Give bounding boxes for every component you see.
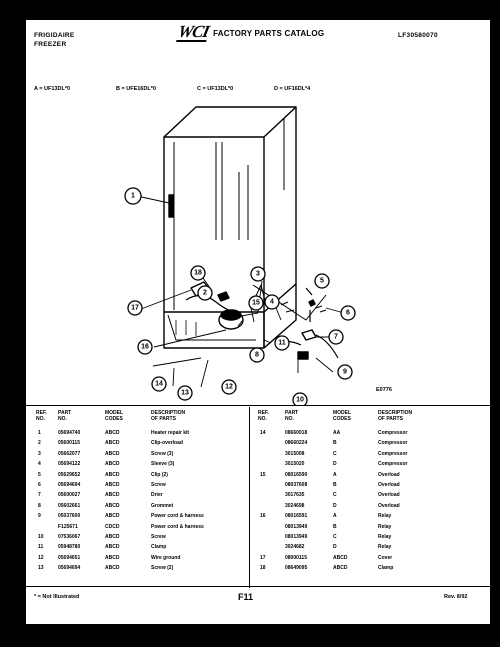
description-cell: Screw — [151, 534, 166, 540]
model-codes-cell: D — [333, 502, 337, 509]
callout-11 — [275, 336, 289, 350]
ref-cell: 15 — [260, 471, 266, 478]
svg-text:16: 16 — [141, 343, 149, 351]
page-number: F11 — [238, 592, 254, 602]
part-number-cell: 05694122 — [58, 461, 81, 468]
description-cell: Grommet — [151, 502, 174, 509]
parts-table-right — [252, 430, 490, 580]
part-number-cell: 08013949 — [285, 523, 308, 530]
ref-cell: 5 — [38, 471, 41, 478]
model-codes-cell: B — [333, 523, 337, 530]
ref-cell: 16 — [260, 513, 266, 520]
part-number-cell: 08037608 — [285, 482, 308, 488]
ref-cell: 17 — [260, 554, 266, 561]
model-d: D = UF16DL*4 — [274, 86, 311, 92]
callout-8 — [250, 348, 264, 362]
description-cell: Sleeve (3) — [151, 461, 175, 468]
callout-18 — [191, 266, 205, 280]
ref-cell: 8 — [38, 502, 41, 509]
model-codes-cell: CDCD — [105, 523, 120, 530]
model-codes-cell: ABCD — [105, 534, 120, 540]
callout-2 — [198, 286, 212, 300]
model-codes-cell: D — [333, 461, 337, 468]
svg-text:3: 3 — [256, 270, 260, 278]
svg-text:1: 1 — [131, 192, 135, 200]
description-cell: Compressor — [378, 440, 408, 447]
description-cell: Wire ground — [151, 554, 181, 561]
header-part-left: PART NO. — [58, 410, 72, 422]
callout-7 — [329, 330, 343, 344]
description-cell: Power cord & harness — [151, 523, 204, 530]
header-codes-left: MODEL CODES — [105, 410, 124, 422]
door-handle — [169, 195, 173, 217]
model-codes-cell: A — [333, 471, 337, 478]
part-number-cell: 05694694 — [58, 565, 81, 572]
ref-cell: 9 — [38, 513, 41, 520]
part-number-cell: 05694694 — [58, 482, 81, 488]
description-cell: Overload — [378, 502, 400, 509]
part-number-cell: 3017635 — [285, 492, 305, 499]
ref-cell: 4 — [38, 461, 41, 468]
model-a: A = UF13DL*0 — [34, 86, 71, 92]
table-column-divider — [249, 407, 250, 588]
header-ref-left: REF. NO. — [36, 410, 47, 422]
header-desc-right: DESCRIPTION OF PARTS — [378, 410, 413, 422]
part-number-cell: F125671 — [58, 523, 78, 530]
model-codes-cell: ABCD — [105, 492, 120, 499]
model-codes-cell: D — [333, 544, 337, 551]
description-cell: Compressor — [378, 430, 408, 436]
part-number-cell: 3015008 — [285, 450, 305, 457]
catalog-number: LF30580070 — [398, 32, 438, 39]
model-codes-cell: AA — [333, 430, 341, 436]
header-desc-left: DESCRIPTION OF PARTS — [151, 410, 186, 422]
callout-12 — [222, 380, 236, 394]
exploded-parts-diagram — [26, 90, 490, 405]
part-number-cell: 08000115 — [285, 554, 307, 561]
description-cell: Clamp — [378, 565, 394, 572]
svg-text:5: 5 — [320, 277, 324, 285]
model-codes-cell: ABCD — [105, 450, 120, 457]
model-codes-cell: ABCD — [105, 513, 120, 520]
ref-cell: 10 — [38, 534, 44, 540]
model-codes-cell: B — [333, 482, 337, 488]
description-cell: Screw (3) — [151, 450, 174, 457]
description-cell: Clip (2) — [151, 471, 168, 478]
callout-1 — [125, 188, 141, 204]
model-codes-cell: ABCD — [105, 565, 120, 572]
part-number-cell: 08016590 — [285, 471, 308, 478]
svg-text:7: 7 — [334, 333, 338, 341]
callout-6 — [341, 306, 355, 320]
part-number-cell: 05629652 — [58, 471, 81, 478]
description-cell: Clip-overload — [151, 440, 183, 447]
ref-cell: 1 — [38, 430, 41, 436]
callout-14 — [152, 377, 166, 391]
callout-5 — [315, 274, 329, 288]
description-cell: Relay — [378, 523, 392, 530]
part-number-cell: 05600115 — [58, 440, 80, 447]
model-codes-cell: A — [333, 513, 337, 520]
callout-10 — [293, 393, 307, 405]
description-cell: Clamp — [151, 544, 167, 551]
description-cell: Relay — [378, 534, 392, 540]
model-codes-cell: ABCD — [105, 544, 120, 551]
model-codes-cell: ABCD — [105, 461, 120, 468]
description-cell: Relay — [378, 513, 392, 520]
description-cell: Screw (2) — [151, 565, 174, 572]
svg-text:10: 10 — [296, 396, 304, 404]
part-number-cell: 08013949 — [285, 534, 308, 540]
part-number-cell: 05037600 — [58, 513, 81, 520]
svg-text:2: 2 — [203, 289, 207, 297]
ref-cell: 12 — [38, 554, 44, 561]
description-cell: Cover — [378, 554, 393, 561]
svg-text:11: 11 — [278, 339, 286, 347]
brand-name: FRIGIDAIRE — [34, 32, 75, 39]
description-cell: Drier — [151, 492, 163, 499]
header-ref-right: REF. NO. — [258, 410, 269, 422]
ref-cell: 13 — [38, 565, 44, 572]
callout-16 — [138, 340, 152, 354]
diagram-code: E0776 — [376, 387, 392, 393]
model-codes-cell: ABCD — [333, 554, 348, 561]
part-number-cell: 05694651 — [58, 554, 81, 561]
callout-4 — [265, 295, 279, 309]
part-number-cell: 05602661 — [58, 502, 81, 509]
wci-logo-mark: WCI — [176, 22, 211, 41]
callout-13 — [178, 386, 192, 400]
svg-text:14: 14 — [155, 380, 163, 388]
description-cell: Overload — [378, 492, 400, 499]
part-number-cell: 3024698 — [285, 502, 305, 509]
ref-cell: 3 — [38, 450, 41, 457]
header-part-right: PART NO. — [285, 410, 299, 422]
table-bottom-rule — [26, 586, 490, 587]
callout-17 — [128, 301, 142, 315]
part-number-cell: 05662077 — [58, 450, 81, 457]
description-cell: Compressor — [378, 450, 408, 457]
model-codes-cell: C — [333, 450, 337, 457]
svg-text:9: 9 — [343, 368, 347, 376]
description-cell: Compressor — [378, 461, 408, 468]
description-cell: Power cord & harness — [151, 513, 204, 520]
svg-text:13: 13 — [181, 389, 189, 397]
description-cell: Screw — [151, 482, 166, 488]
catalog-title: FACTORY PARTS CATALOG — [213, 28, 325, 38]
model-codes-cell: ABCD — [105, 502, 120, 509]
part-number-cell: 07536067 — [58, 534, 81, 540]
svg-text:4: 4 — [270, 298, 274, 306]
catalog-page — [26, 20, 490, 624]
model-codes-cell: C — [333, 492, 337, 499]
svg-text:6: 6 — [346, 309, 350, 317]
description-cell: Heater repair kit — [151, 430, 190, 436]
description-cell: Overload — [378, 482, 400, 488]
model-codes-cell: ABCD — [105, 554, 120, 561]
ref-cell: 2 — [38, 440, 41, 447]
callout-9 — [338, 365, 352, 379]
table-top-rule — [26, 405, 490, 406]
ref-cell: 18 — [260, 565, 266, 572]
model-codes-cell: ABCD — [105, 440, 120, 447]
ref-cell: 6 — [38, 482, 41, 488]
part-number-cell: 08660018 — [285, 430, 308, 436]
ref-cell: 14 — [260, 430, 266, 436]
part-number-cell: 3024682 — [285, 544, 305, 551]
part-number-cell: 08016591 — [285, 513, 308, 520]
header-codes-right: MODEL CODES — [333, 410, 352, 422]
ref-cell: 11 — [38, 544, 44, 551]
callout-3 — [251, 267, 265, 281]
part-number-cell: 3015020 — [285, 461, 305, 468]
svg-text:17: 17 — [131, 304, 139, 312]
product-category: FREEZER — [34, 41, 67, 48]
model-b: B = UFE16DL*0 — [116, 86, 156, 92]
ref-cell: 7 — [38, 492, 41, 499]
not-illustrated-note: * = Not Illustrated — [34, 594, 80, 600]
svg-text:8: 8 — [255, 351, 259, 359]
svg-text:18: 18 — [194, 269, 202, 277]
description-cell: Relay — [378, 544, 392, 551]
model-codes-cell: B — [333, 440, 337, 447]
svg-text:15: 15 — [252, 299, 260, 307]
model-codes-cell: C — [333, 534, 337, 540]
part-number-cell: 08660224 — [285, 440, 308, 447]
part-number-cell: 05600027 — [58, 492, 81, 499]
part-number-cell: 05694740 — [58, 430, 81, 436]
part-number-cell: 08649095 — [285, 565, 308, 572]
model-codes-cell: ABCD — [105, 482, 120, 488]
model-codes-cell: ABCD — [105, 471, 120, 478]
parts-table-left — [26, 430, 249, 580]
catalog-logo — [178, 24, 324, 42]
svg-text:12: 12 — [225, 383, 233, 391]
model-c: C = UF13DL*0 — [197, 86, 234, 92]
revision-date: Rev. 8/92 — [444, 594, 468, 600]
model-codes-cell: ABCD — [333, 565, 348, 572]
description-cell: Overload — [378, 471, 400, 478]
model-codes-cell: ABCD — [105, 430, 120, 436]
callout-15 — [249, 296, 263, 310]
part-number-cell: 05948780 — [58, 544, 81, 551]
